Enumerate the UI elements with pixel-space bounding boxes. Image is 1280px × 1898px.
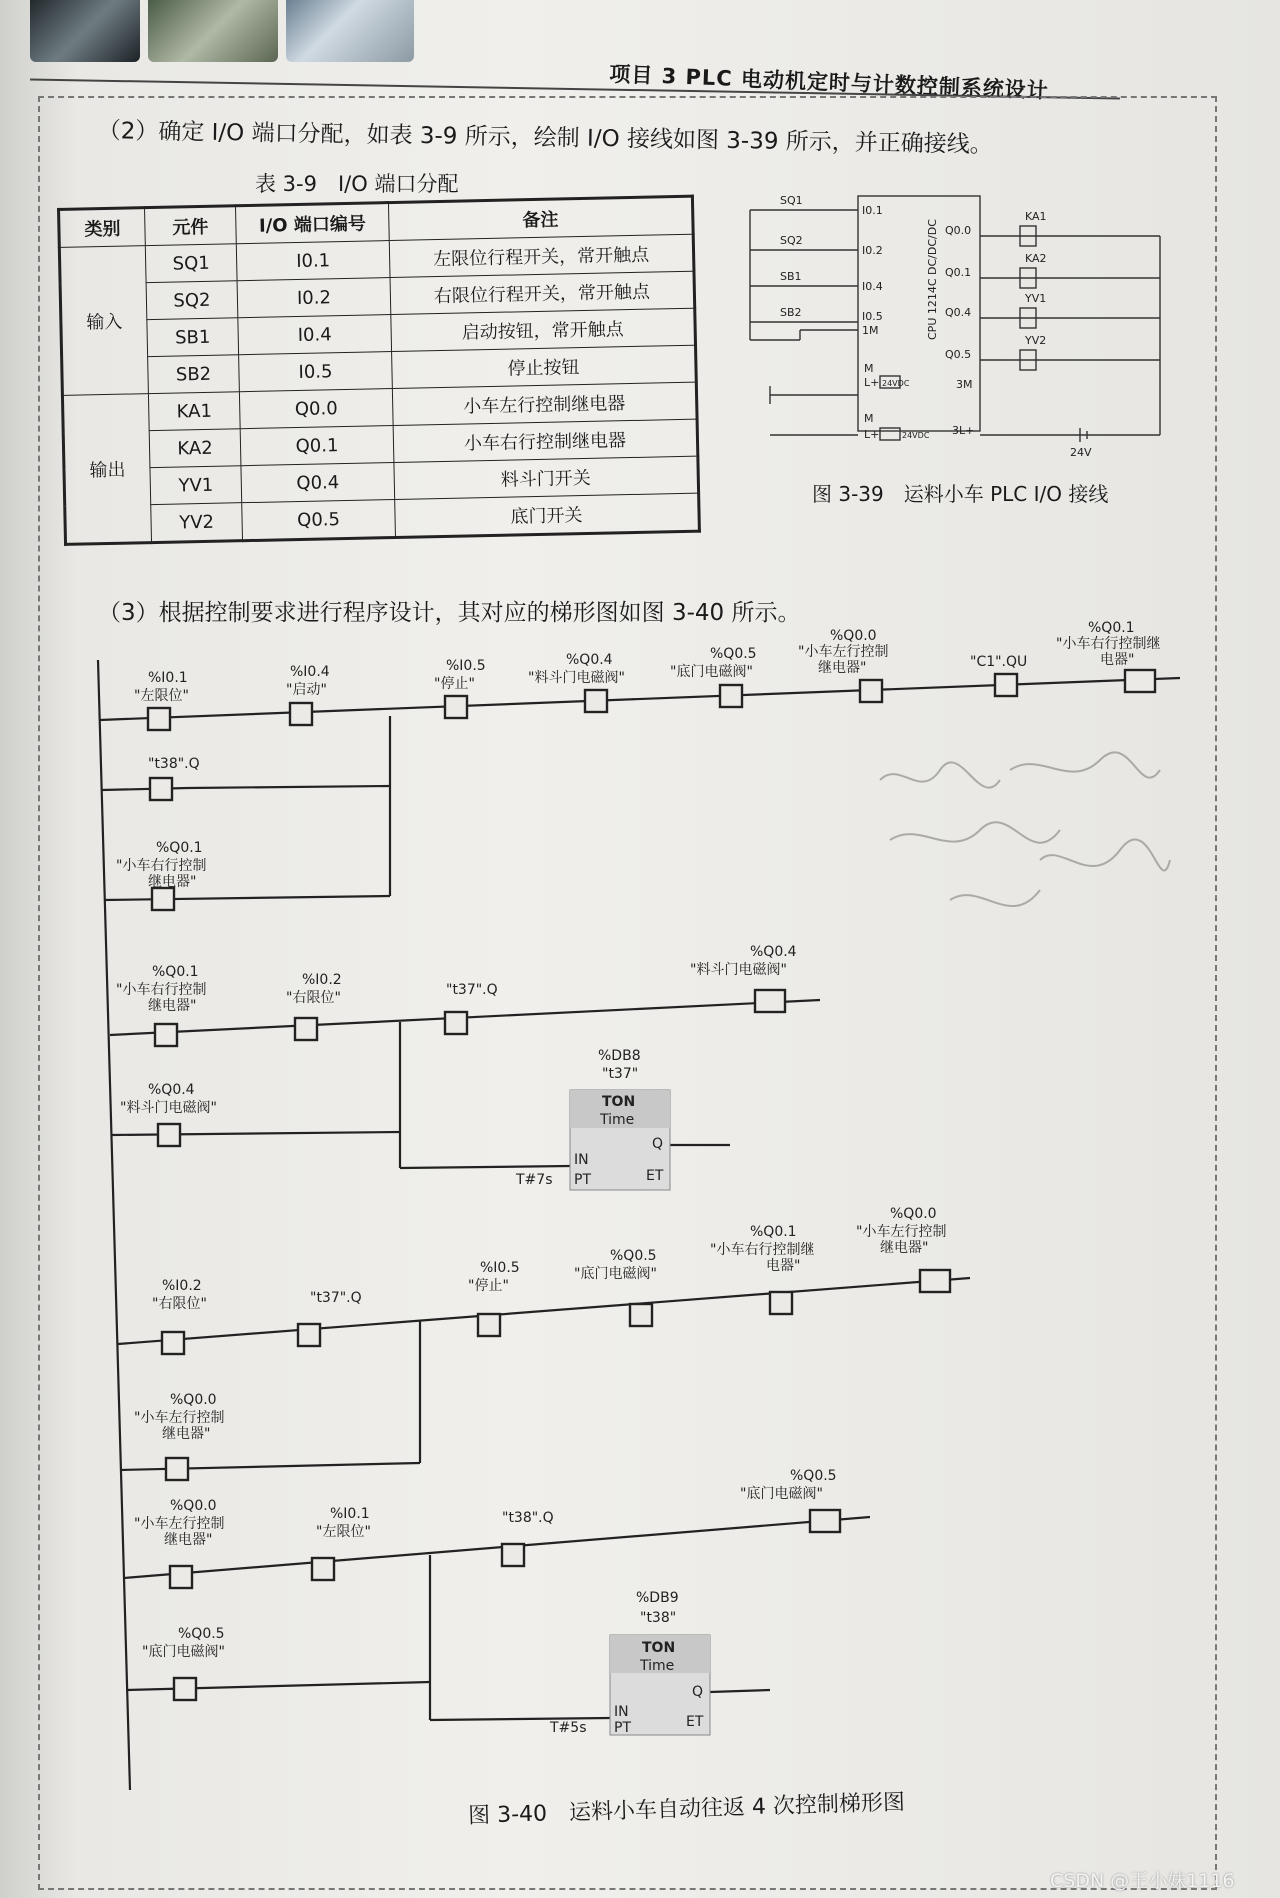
wiring-terminal-label: M bbox=[864, 362, 874, 375]
wiring-device-label: KA2 bbox=[1025, 252, 1047, 265]
table-caption: 表 3-9 I/O 端口分配 bbox=[255, 172, 459, 196]
table-cell: SB1 bbox=[147, 318, 239, 357]
contact-tag: "小车左行控制 bbox=[134, 1410, 225, 1426]
timer-subtype: Time bbox=[640, 1658, 675, 1674]
table-cell: I0.2 bbox=[237, 278, 391, 318]
wiring-device-label: SB1 bbox=[780, 270, 802, 283]
wiring-terminal-label: Q0.0 bbox=[945, 224, 972, 237]
contact-tag: "启动" bbox=[286, 682, 327, 698]
coil-tag: "料斗门电磁阀" bbox=[690, 962, 787, 978]
coil-address: %Q0.5 bbox=[790, 1468, 837, 1484]
wiring-terminal-label: 1M bbox=[862, 324, 879, 337]
contact-address: %Q0.1 bbox=[156, 840, 203, 856]
contact-address: %I0.4 bbox=[290, 664, 330, 680]
contact-address: %I0.5 bbox=[480, 1260, 520, 1276]
contact-tag: "t38".Q bbox=[148, 756, 200, 772]
table-header: 类别 bbox=[59, 208, 146, 248]
coil-tag: 电器" bbox=[1100, 652, 1135, 668]
contact-address: %Q0.1 bbox=[152, 964, 199, 980]
table-cell: SB2 bbox=[148, 355, 240, 394]
timer-preset: T#7s bbox=[516, 1172, 553, 1188]
wiring-terminal-label: M bbox=[864, 412, 874, 425]
wiring-device-label: YV2 bbox=[1025, 334, 1047, 347]
timer-type: TON bbox=[602, 1094, 636, 1110]
contact-address: %I0.2 bbox=[162, 1278, 202, 1294]
wiring-terminal-label: I0.5 bbox=[862, 310, 883, 323]
table-header: I/O 端口编号 bbox=[235, 203, 389, 244]
wiring-terminal-label: I0.4 bbox=[862, 280, 883, 293]
timer-pin: IN bbox=[614, 1704, 629, 1720]
header-photo bbox=[286, 0, 414, 62]
wiring-terminal-label: L+ bbox=[864, 376, 880, 389]
header-photo bbox=[148, 0, 278, 62]
contact-tag: "小车右行控制 bbox=[116, 982, 207, 998]
wiring-device-label: KA1 bbox=[1025, 210, 1047, 223]
table-cell: 小车左行控制继电器 bbox=[392, 382, 697, 425]
wiring-terminal-label: 3M bbox=[956, 378, 973, 391]
coil-tag: "小车左行控制 bbox=[856, 1224, 947, 1240]
plc-io-wiring-diagram bbox=[740, 190, 1180, 460]
contact-tag: 继电器" bbox=[148, 998, 197, 1014]
contact-tag: "底门电磁阀" bbox=[142, 1644, 225, 1660]
timer-preset: T#5s bbox=[550, 1720, 587, 1736]
wiring-device-label: SQ2 bbox=[780, 234, 803, 247]
table-cell: I0.5 bbox=[239, 352, 393, 392]
coil-tag: 继电器" bbox=[880, 1240, 929, 1256]
contact-tag: "停止" bbox=[468, 1278, 509, 1294]
table-cell: 启动按钮，常开触点 bbox=[391, 308, 696, 351]
csdn-watermark: CSDN @王小妹1116 bbox=[1050, 1870, 1235, 1892]
contact-address: %I0.1 bbox=[148, 670, 188, 686]
table-cell: SQ1 bbox=[145, 244, 237, 283]
wiring-device-label: SQ1 bbox=[780, 194, 803, 207]
contact-tag: "t38".Q bbox=[502, 1510, 554, 1526]
wiring-terminal-label: I0.1 bbox=[862, 204, 883, 217]
wiring-terminal-label: 3L+ bbox=[952, 424, 975, 437]
contact-tag: 继电器" bbox=[162, 1426, 211, 1442]
table-cell: 底门开关 bbox=[395, 493, 700, 537]
wiring-terminal-label: L+ bbox=[864, 428, 880, 441]
contact-tag: "右限位" bbox=[286, 990, 341, 1006]
contact-tag: "底门电磁阀" bbox=[670, 664, 753, 680]
contact-address: %I0.1 bbox=[330, 1506, 370, 1522]
table-cell-category: 输出 bbox=[62, 394, 151, 545]
contact-tag: "t37".Q bbox=[310, 1290, 362, 1306]
contact-tag: "料斗门电磁阀" bbox=[528, 670, 625, 686]
contact-tag: 继电器" bbox=[164, 1532, 213, 1548]
contact-address: %Q0.4 bbox=[148, 1082, 195, 1098]
table-cell: Q0.0 bbox=[239, 389, 393, 429]
table-cell: Q0.1 bbox=[240, 426, 394, 466]
contact-tag: "小车左行控制 bbox=[134, 1516, 225, 1532]
timer-pin: ET bbox=[686, 1714, 704, 1730]
table-cell: YV2 bbox=[151, 503, 243, 543]
contact-tag: "左限位" bbox=[134, 688, 189, 704]
step-2-paragraph: （2）确定 I/O 端口分配，如表 3-9 所示，绘制 I/O 接线如图 3-39 所示，并正确接线。 bbox=[97, 117, 993, 159]
table-cell: YV1 bbox=[150, 466, 242, 505]
wiring-voltage-label: 24VDC bbox=[902, 431, 930, 440]
wiring-terminal-label: I0.2 bbox=[862, 244, 883, 257]
table-cell: Q0.4 bbox=[241, 463, 395, 503]
table-cell: 料斗门开关 bbox=[394, 456, 699, 499]
figure-3-40-caption: 图 3-40 运料小车自动往返 4 次控制梯形图 bbox=[467, 1790, 906, 1829]
contact-address: %I0.2 bbox=[302, 972, 342, 988]
coil-tag: "小车右行控制继 bbox=[1056, 636, 1161, 652]
contact-address: %Q0.0 bbox=[830, 628, 877, 644]
table-header: 元件 bbox=[145, 206, 237, 246]
table-cell-category: 输入 bbox=[59, 246, 148, 396]
timer-type: TON bbox=[642, 1640, 676, 1656]
contact-address: %Q0.5 bbox=[610, 1248, 657, 1264]
contact-tag: "右限位" bbox=[152, 1296, 207, 1312]
timer-pin: Q bbox=[652, 1136, 664, 1152]
contact-tag: "C1".QU bbox=[970, 654, 1028, 670]
wiring-terminal-label: Q0.1 bbox=[945, 266, 972, 279]
timer-pin: ET bbox=[646, 1168, 664, 1184]
table-cell: KA2 bbox=[149, 429, 241, 468]
table-cell: 左限位行程开关，常开触点 bbox=[389, 234, 694, 277]
contact-tag: "料斗门电磁阀" bbox=[120, 1100, 217, 1116]
contact-tag: "小车右行控制继 bbox=[710, 1242, 815, 1258]
table-cell: KA1 bbox=[148, 392, 240, 431]
wiring-device-label: YV1 bbox=[1025, 292, 1047, 305]
timer-pin: Q bbox=[692, 1684, 704, 1700]
coil-tag: "底门电磁阀" bbox=[740, 1486, 823, 1502]
wiring-supply-label: 24V bbox=[1070, 446, 1092, 459]
table-header: 备注 bbox=[388, 196, 693, 240]
contact-address: %Q0.5 bbox=[178, 1626, 225, 1642]
contact-tag: "小车右行控制 bbox=[116, 858, 207, 874]
contact-address: %Q0.1 bbox=[750, 1224, 797, 1240]
wiring-terminal-label: Q0.5 bbox=[945, 348, 972, 361]
timer-instance: "t38" bbox=[640, 1610, 677, 1626]
contact-tag: 继电器" bbox=[148, 874, 197, 890]
wiring-voltage-label: 24VDC bbox=[882, 379, 910, 388]
table-cell: SQ2 bbox=[146, 281, 238, 320]
step-3-paragraph: （3）根据控制要求进行程序设计，其对应的梯形图如图 3-40 所示。 bbox=[98, 600, 801, 626]
timer-pin: IN bbox=[574, 1152, 589, 1168]
header-photo bbox=[30, 0, 140, 62]
running-header-title: 项目 3 PLC 电动机定时与计数控制系统设计 bbox=[608, 61, 1050, 103]
table-cell: I0.4 bbox=[238, 315, 392, 355]
timer-db: %DB9 bbox=[636, 1590, 679, 1606]
contact-address: %Q0.5 bbox=[710, 646, 757, 662]
table-cell: 停止按钮 bbox=[392, 345, 697, 388]
timer-db: %DB8 bbox=[598, 1048, 641, 1064]
table-cell: Q0.5 bbox=[242, 499, 396, 540]
figure-3-39-caption: 图 3-39 运料小车 PLC I/O 接线 bbox=[812, 482, 1109, 506]
wiring-device-label: SB2 bbox=[780, 306, 802, 319]
contact-tag: "小车左行控制 bbox=[798, 644, 889, 660]
contact-address: %Q0.0 bbox=[170, 1498, 217, 1514]
coil-address: %Q0.0 bbox=[890, 1206, 937, 1222]
contact-tag: "左限位" bbox=[316, 1524, 371, 1540]
contact-tag: "停止" bbox=[434, 676, 475, 692]
contact-tag: "t37".Q bbox=[446, 982, 498, 998]
table-cell: 小车右行控制继电器 bbox=[393, 419, 698, 462]
coil-address: %Q0.4 bbox=[750, 944, 797, 960]
wiring-terminal-label: Q0.4 bbox=[945, 306, 972, 319]
table-cell: 右限位行程开关，常开触点 bbox=[390, 271, 695, 314]
contact-tag: 电器" bbox=[766, 1258, 801, 1274]
contact-tag: 继电器" bbox=[818, 660, 867, 676]
io-allocation-table bbox=[57, 195, 701, 546]
ladder-diagram bbox=[90, 620, 1190, 1800]
timer-instance: "t37" bbox=[602, 1066, 639, 1082]
timer-subtype: Time bbox=[600, 1112, 635, 1128]
coil-address: %Q0.1 bbox=[1088, 620, 1135, 636]
table-cell: I0.1 bbox=[236, 241, 390, 281]
contact-address: %I0.5 bbox=[446, 658, 486, 674]
contact-address: %Q0.4 bbox=[566, 652, 613, 668]
timer-pin: PT bbox=[574, 1172, 591, 1188]
contact-tag: "底门电磁阀" bbox=[574, 1266, 657, 1282]
cpu-model-label: CPU 1214C DC/DC/DC bbox=[926, 219, 939, 340]
timer-pin: PT bbox=[614, 1720, 631, 1736]
contact-address: %Q0.0 bbox=[170, 1392, 217, 1408]
